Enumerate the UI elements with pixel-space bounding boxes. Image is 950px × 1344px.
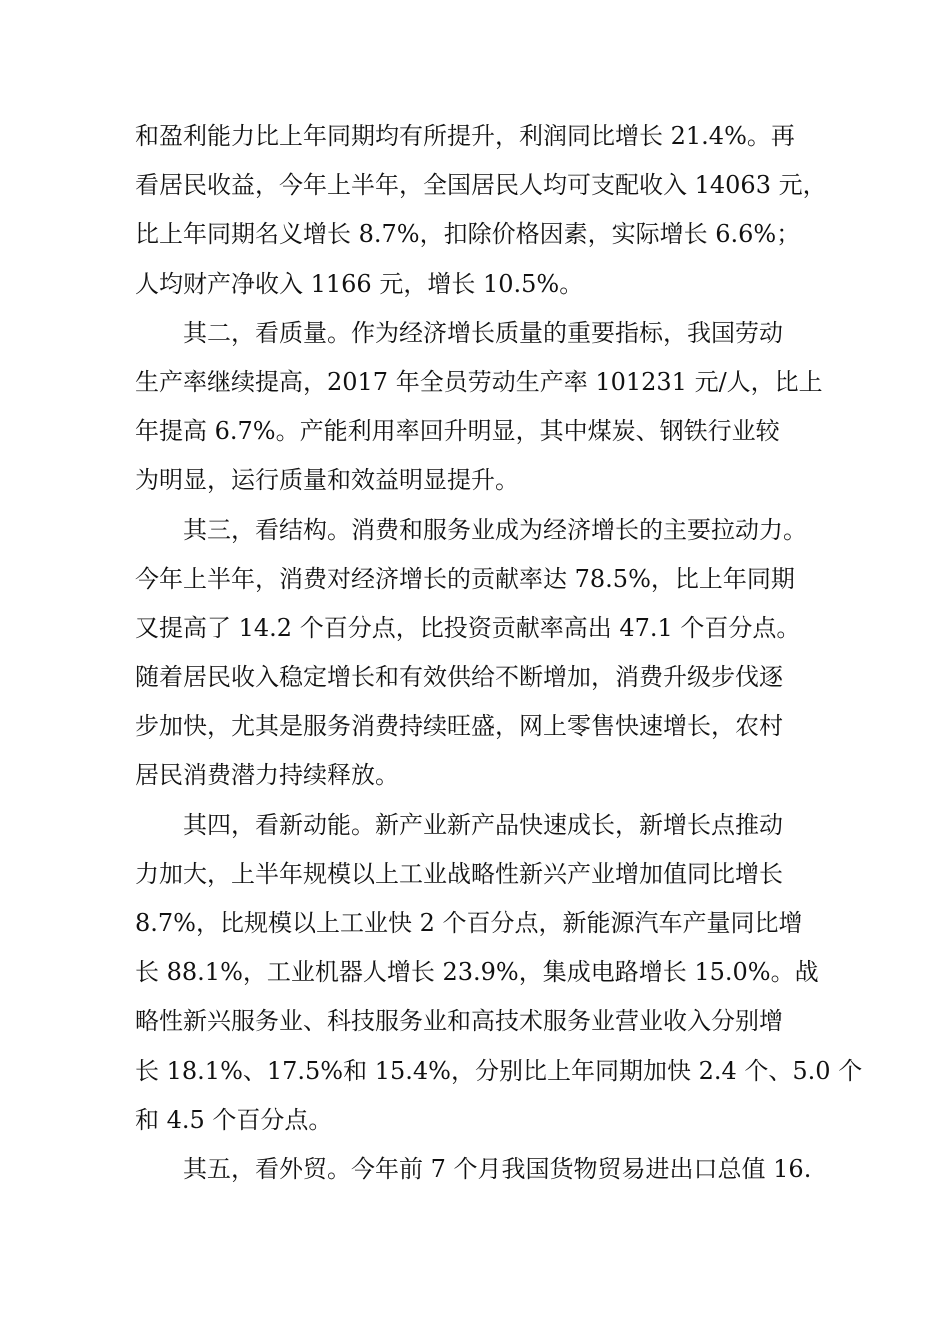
text-line: 比上年同期名义增长 8.7%，扣除价格因素，实际增长 6.6%； xyxy=(135,220,801,249)
paragraph-start-line: 其五，看外贸。今年前 7 个月我国货物贸易进出口总值 16. xyxy=(183,1154,812,1183)
text-line: 和 4.5 个百分点。 xyxy=(135,1105,333,1134)
text-line: 生产率继续提高，2017 年全员劳动生产率 101231 元/人，比上 xyxy=(135,367,823,396)
text-line: 和盈利能力比上年同期均有所提升，利润同比增长 21.4%。再 xyxy=(135,122,795,150)
paragraph-start-line: 其二，看质量。作为经济增长质量的重要指标，我国劳动 xyxy=(183,318,783,347)
text-line: 今年上半年，消费对经济增长的贡献率达 78.5%，比上年同期 xyxy=(135,564,795,593)
text-line: 步加快，尤其是服务消费持续旺盛，网上零售快速增长，农村 xyxy=(135,712,783,741)
text-line: 略性新兴服务业、科技服务业和高技术服务业营业收入分别增 xyxy=(135,1007,783,1036)
text-line: 长 88.1%，工业机器人增长 23.9%，集成电路增长 15.0%。战 xyxy=(135,958,819,987)
text-line: 随着居民收入稳定增长和有效供给不断增加，消费升级步伐逐 xyxy=(135,663,783,692)
text-line: 8.7%，比规模以上工业快 2 个百分点，新能源汽车产量同比增 xyxy=(135,909,803,937)
text-line: 长 18.1%、17.5%和 15.4%，分别比上年同期加快 2.4 个、5.0 个 xyxy=(135,1056,863,1085)
text-line: 力加大，上半年规模以上工业战略性新兴产业增加值同比增长 xyxy=(135,859,783,888)
paragraph-start-line: 其四，看新动能。新产业新产品快速成长，新增长点推动 xyxy=(183,810,783,839)
body-text xyxy=(135,112,863,1194)
text-line: 又提高了 14.2 个百分点，比投资贡献率高出 47.1 个百分点。 xyxy=(135,613,801,642)
text-line: 人均财产净收入 1166 元，增长 10.5%。 xyxy=(135,269,584,298)
text-line: 年提高 6.7%。产能利用率回升明显，其中煤炭、钢铁行业较 xyxy=(135,417,780,446)
text-line: 为明显，运行质量和效益明显提升。 xyxy=(135,466,519,495)
text-line: 居民消费潜力持续释放。 xyxy=(135,761,399,790)
paragraph-start-line: 其三，看结构。消费和服务业成为经济增长的主要拉动力。 xyxy=(183,515,807,544)
text-line: 看居民收益，今年上半年，全国居民人均可支配收入 14063 元， xyxy=(135,171,827,200)
